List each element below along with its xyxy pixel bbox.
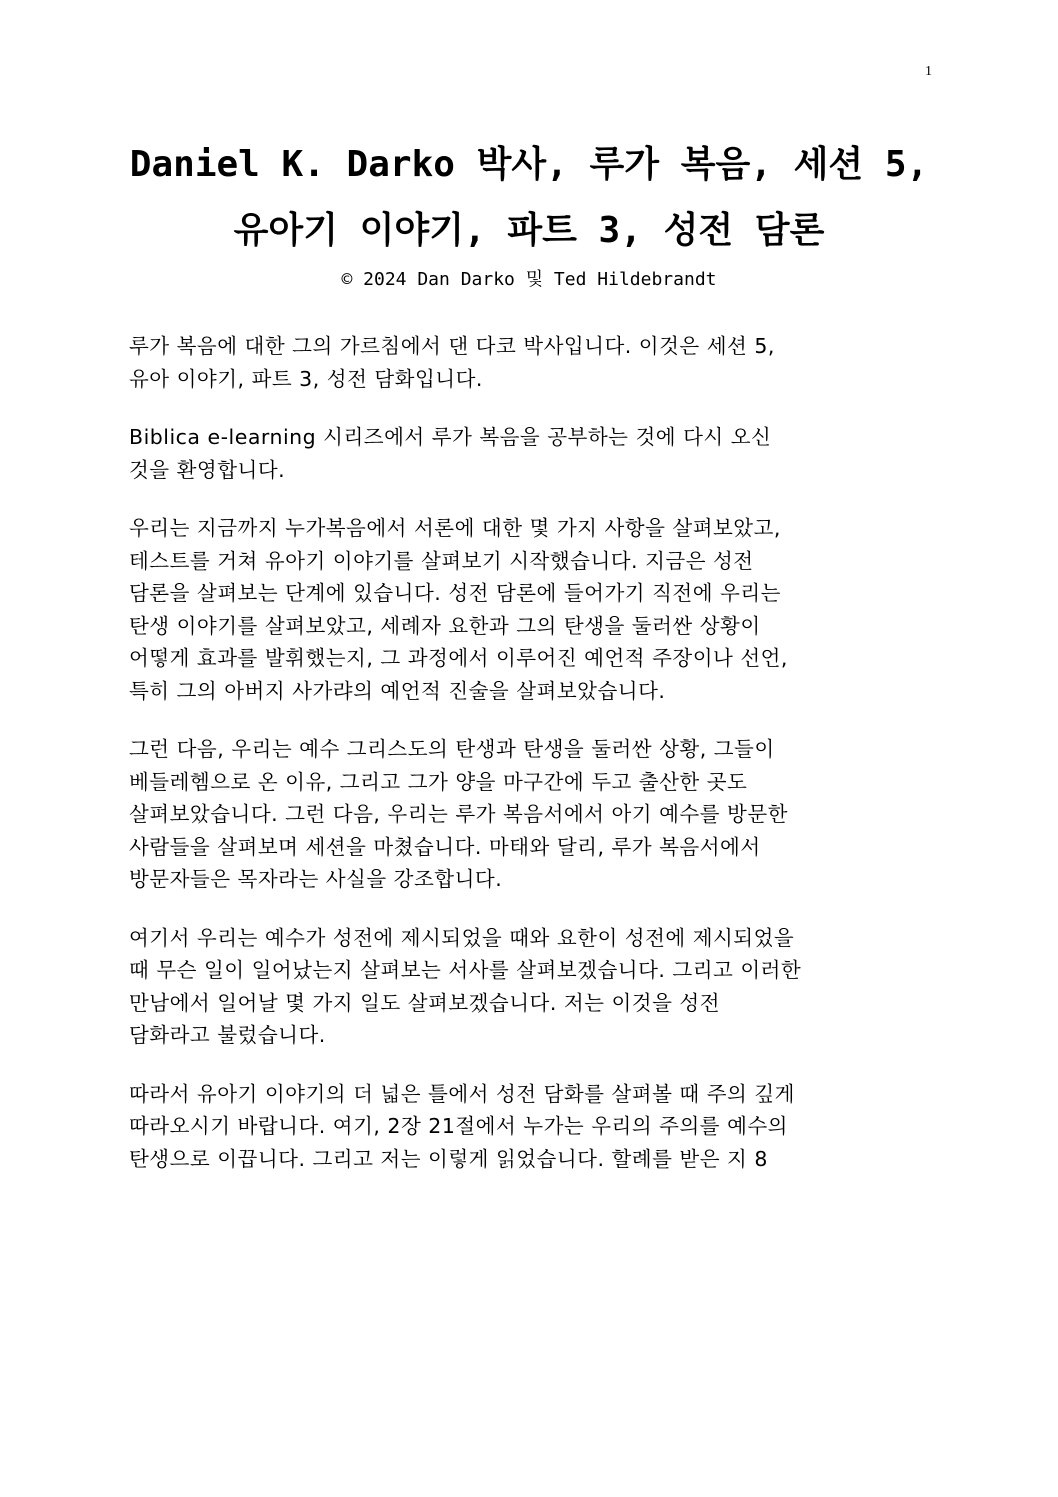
text-line: 어떻게 효과를 발휘했는지, 그 과정에서 이루어진 예언적 주장이나 선언, <box>129 646 788 670</box>
text-line: 방문자들은 목자라는 사실을 강조합니다. <box>129 867 503 891</box>
text-line: 때 무슨 일이 일어났는지 살펴보는 서사를 살펴보겠습니다. 그리고 이러한 <box>129 958 802 982</box>
text-line: 베들레헴으로 온 이유, 그리고 그가 양을 마구간에 두고 출산한 곳도 <box>129 769 748 794</box>
copyright-notice: © 2024 Dan Darko 및 Ted Hildebrandt <box>341 269 717 290</box>
text-line: 그런 다음, 우리는 예수 그리스도의 탄생과 탄생을 둘러싼 상황, 그들이 <box>129 737 775 761</box>
document-title <box>100 132 958 264</box>
text-line: 테스트를 거쳐 유아기 이야기를 살펴보기 시작했습니다. 지금은 성전 <box>129 548 754 573</box>
paragraph-birth-of-jesus <box>129 733 929 896</box>
text-line: 사람들을 살펴보며 세션을 마쳤습니다. 마태와 달리, 루가 복음서에서 <box>129 834 761 859</box>
text-line: 우리는 지금까지 누가복음에서 서론에 대한 몇 가지 사항을 살펴보았고, <box>129 516 781 540</box>
text-line: Biblica e-learning 시리즈에서 루가 복음을 공부하는 것에 다시 오신 <box>129 425 772 449</box>
paragraph-luke-2-21 <box>129 1078 929 1176</box>
text-line: 따라오시기 바랍니다. 여기, 2장 21절에서 누가는 우리의 주의를 예수의 <box>129 1114 788 1138</box>
text-line: 유아 이야기, 파트 3, 성전 담화입니다. <box>129 366 483 391</box>
text-line: 만남에서 일어날 몇 가지 일도 살펴보겠습니다. 저는 이것을 성전 <box>129 990 721 1015</box>
text-line: 살펴보았습니다. 그런 다음, 우리는 루가 복음서에서 아기 예수를 방문한 <box>129 802 788 826</box>
text-line: 따라서 유아기 이야기의 더 넓은 틀에서 성전 담화를 살펴볼 때 주의 깊게 <box>129 1081 795 1106</box>
text-line: 것을 환영합니다. <box>129 457 286 482</box>
title-line-2: 유아기 이야기, 파트 3, 성전 담론 <box>233 210 825 251</box>
text-line: 탄생으로 이끕니다. 그리고 저는 이렇게 읽었습니다. 할례를 받은 지 8 <box>129 1146 768 1171</box>
title-line-1: Daniel K. Darko 박사, 루가 복음, 세션 5, <box>129 144 929 185</box>
text-line: 특히 그의 아버지 사가랴의 예언적 진술을 살펴보았습니다. <box>129 678 666 703</box>
paragraph-intro <box>129 330 929 395</box>
page-number: 1 <box>925 64 932 79</box>
text-line: 담화라고 불렀습니다. <box>129 1023 326 1047</box>
text-line: 루가 복음에 대한 그의 가르침에서 댄 다코 박사입니다. 이것은 세션 5, <box>129 334 775 358</box>
paragraph-review <box>129 512 929 707</box>
document-body <box>129 330 929 1201</box>
paragraph-temple-narrative <box>129 922 929 1052</box>
paragraph-welcome <box>129 421 929 486</box>
text-line: 여기서 우리는 예수가 성전에 제시되었을 때와 요한이 성전에 제시되었을 <box>129 925 795 950</box>
text-line: 탄생 이야기를 살펴보았고, 세례자 요한과 그의 탄생을 둘러싼 상황이 <box>129 613 761 638</box>
text-line: 담론을 살펴보는 단계에 있습니다. 성전 담론에 들어가기 직전에 우리는 <box>129 581 781 605</box>
